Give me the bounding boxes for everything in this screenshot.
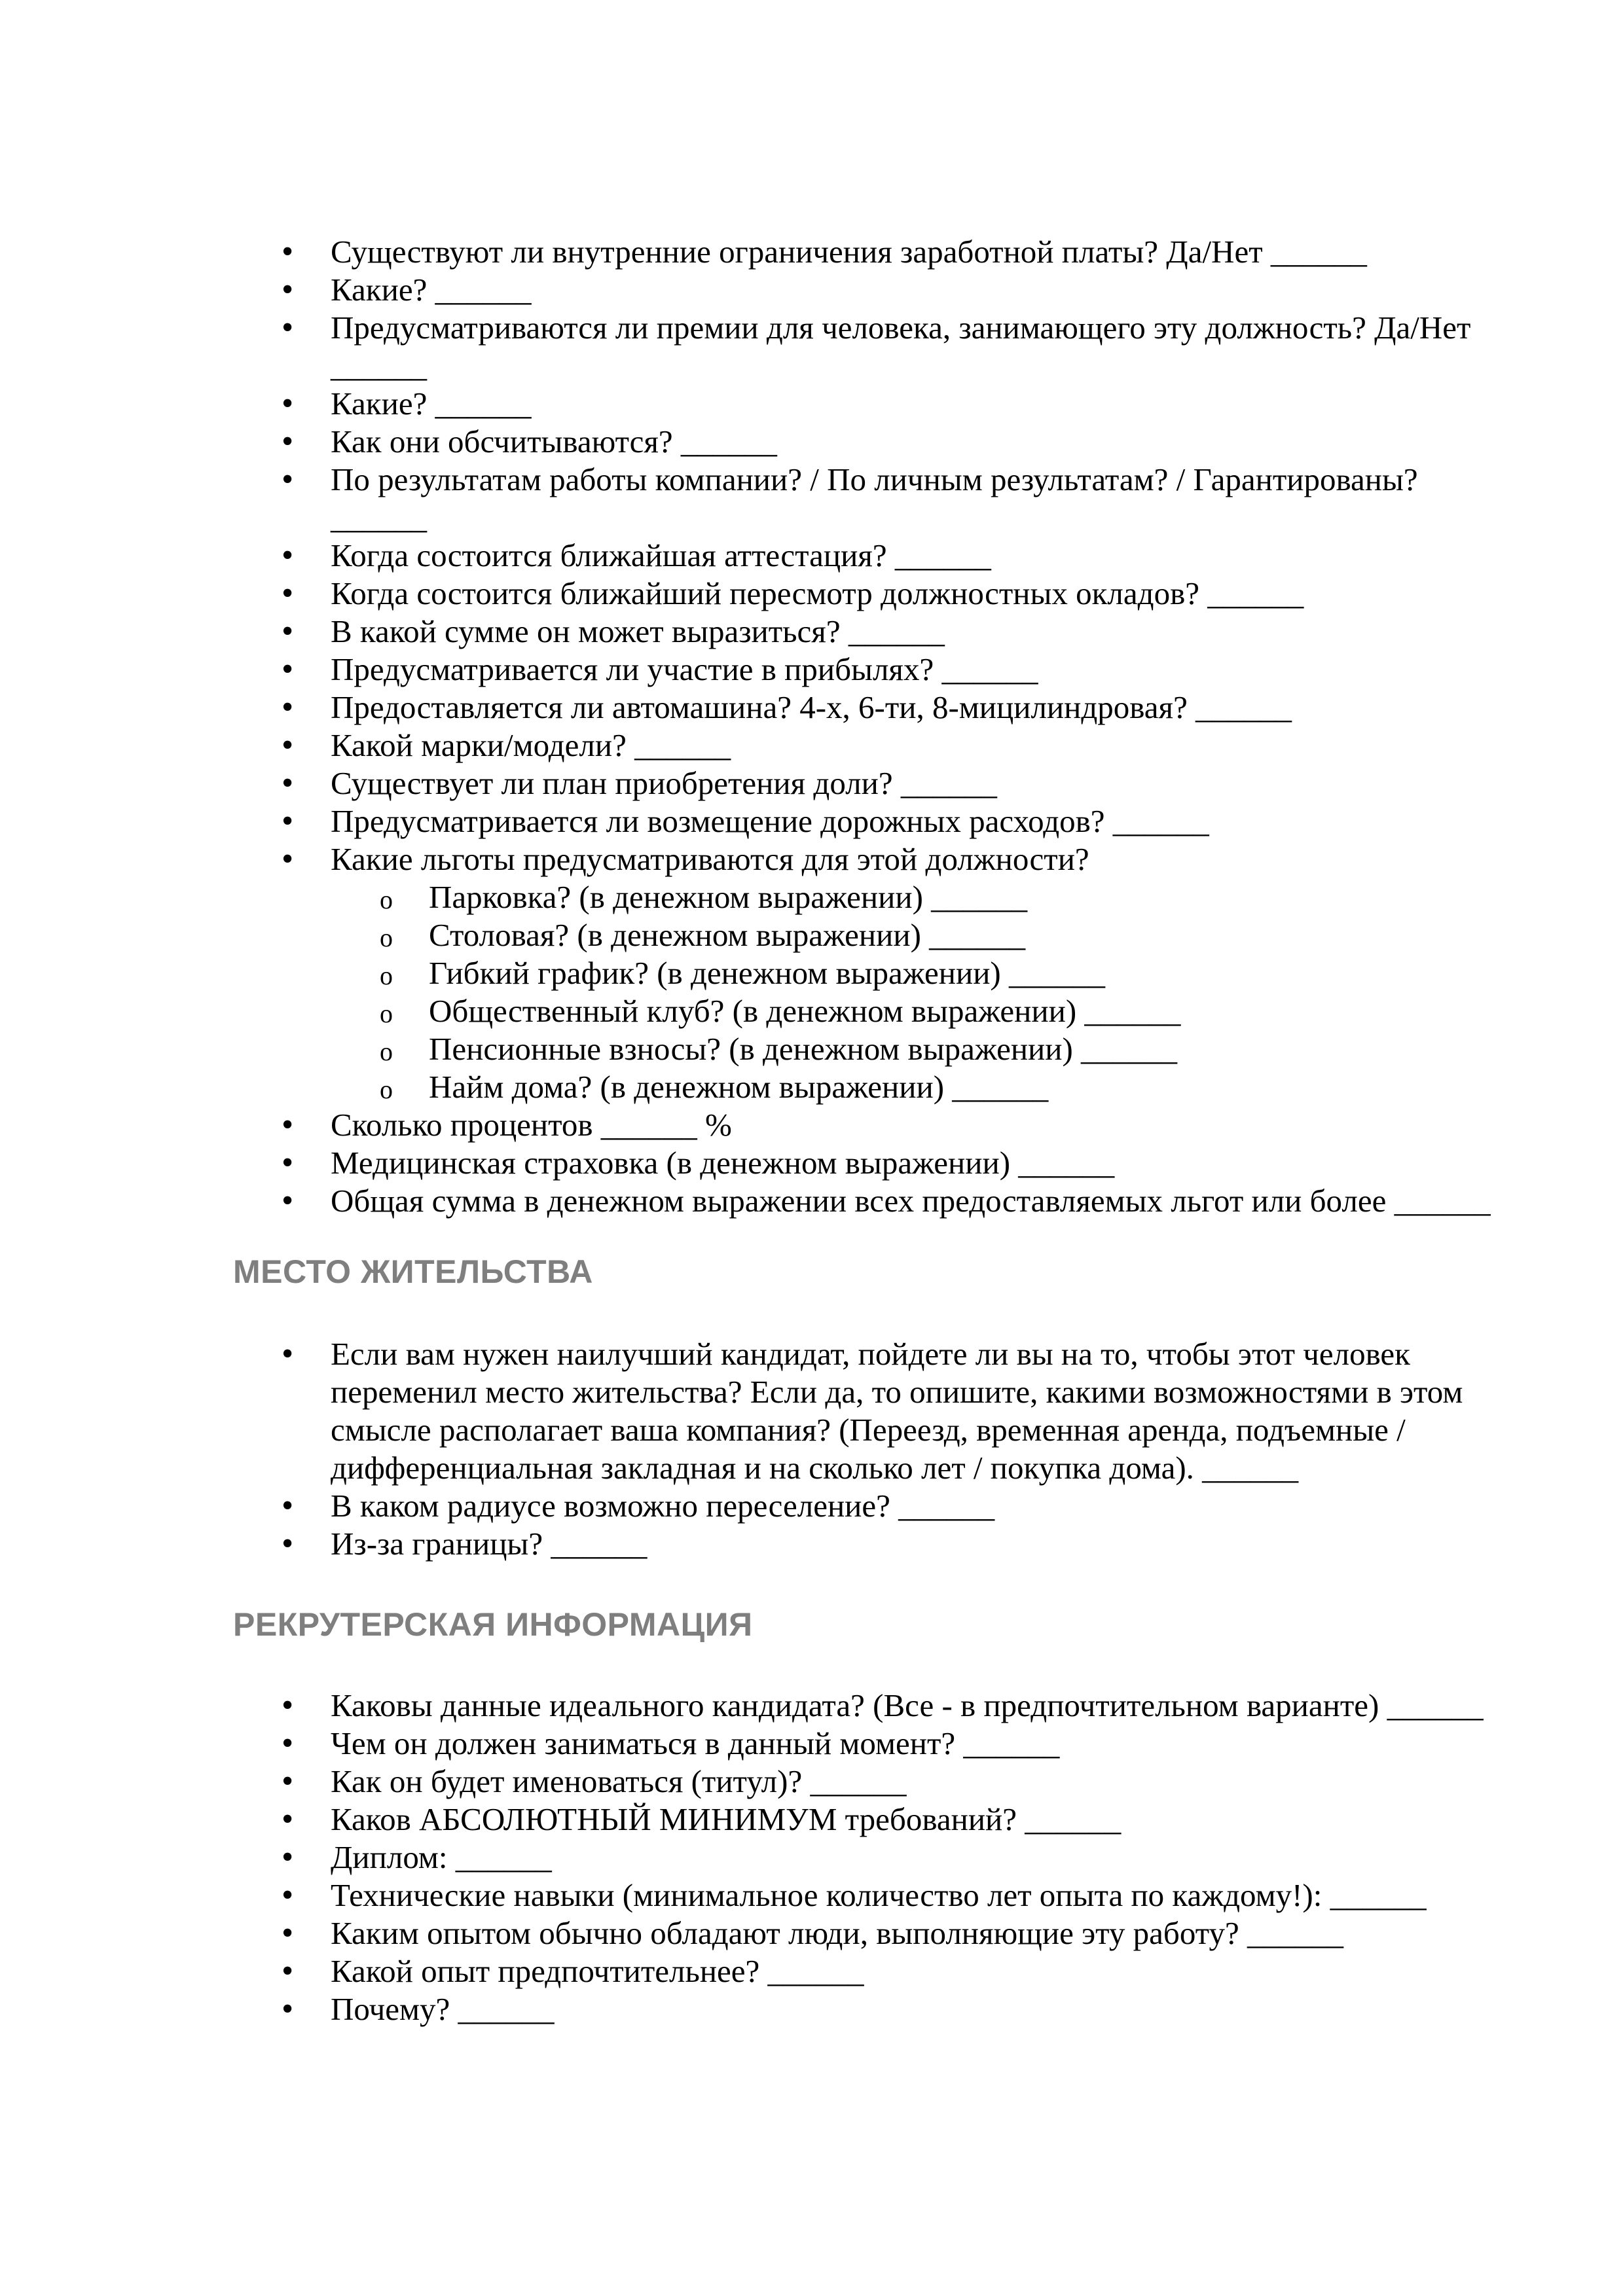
- section-heading-residence: МЕСТО ЖИТЕЛЬСТВА: [233, 1253, 593, 1290]
- recruiter-question-list: [0, 1687, 1623, 2028]
- sub-list-item: o Пенсионные взносы? (в денежном выражении) ______: [0, 1030, 1623, 1068]
- list-item: • Сколько процентов ______ %: [0, 1106, 1623, 1144]
- list-item: • Как он будет именоваться (титул)? ______: [0, 1763, 1623, 1801]
- list-item: • Предусматриваются ли премии для человека, занимающего эту должность? Да/Нет ______: [0, 309, 1623, 385]
- list-item: • Предусматривается ли возмещение дорожных расходов? ______: [0, 802, 1623, 840]
- list-item: • Какие? ______: [0, 385, 1623, 423]
- list-item: • Чем он должен заниматься в данный момент? ______: [0, 1725, 1623, 1763]
- list-item: • Какой опыт предпочтительнее? ______: [0, 1952, 1623, 1990]
- list-item: • Когда состоится ближайшая аттестация? ______: [0, 537, 1623, 575]
- sub-list-item: o Столовая? (в денежном выражении) ______: [0, 916, 1623, 954]
- list-item: • Какие? ______: [0, 271, 1623, 309]
- list-item: • Существуют ли внутренние ограничения заработной платы? Да/Нет ______: [0, 233, 1623, 271]
- list-item: • Предоставляется ли автомашина? 4-х, 6-ти, 8-мицилиндровая? ______: [0, 689, 1623, 726]
- list-item: • Диплом: ______: [0, 1839, 1623, 1876]
- list-item: • Когда состоится ближайший пересмотр должностных окладов? ______: [0, 575, 1623, 613]
- list-item: • Предусматривается ли участие в прибылях? ______: [0, 651, 1623, 689]
- residence-question-list: [0, 1335, 1623, 1563]
- list-item: • Существует ли план приобретения доли? ______: [0, 764, 1623, 802]
- list-item: • Как они обсчитываются? ______: [0, 423, 1623, 461]
- section-heading-recruiter-info: РЕКРУТЕРСКАЯ ИНФОРМАЦИЯ: [233, 1606, 753, 1643]
- list-item: • Каким опытом обычно обладают люди, выполняющие эту работу? ______: [0, 1914, 1623, 1952]
- list-item: • По результатам работы компании? / По личным результатам? / Гарантированы? ______: [0, 461, 1623, 537]
- list-item: • Какой марки/модели? ______: [0, 726, 1623, 764]
- list-item: • Почему? ______: [0, 1990, 1623, 2028]
- list-item: • В какой сумме он может выразиться? ______: [0, 613, 1623, 651]
- list-item: • Каковы данные идеального кандидата? (Все - в предпочтительном варианте) ______: [0, 1687, 1623, 1725]
- sub-list-item: o Парковка? (в денежном выражении) ______: [0, 878, 1623, 916]
- sub-list-item: o Гибкий график? (в денежном выражении) ______: [0, 954, 1623, 992]
- list-item: • Какие льготы предусматриваются для этой должности?: [0, 840, 1623, 878]
- list-item: • Общая сумма в денежном выражении всех предоставляемых льгот или более ______: [0, 1182, 1623, 1220]
- compensation-question-list: [0, 233, 1623, 1220]
- list-item: • Каков АБСОЛЮТНЫЙ МИНИМУМ требований? ______: [0, 1801, 1623, 1839]
- list-item: • Медицинская страховка (в денежном выражении) ______: [0, 1144, 1623, 1182]
- sub-list-item: o Найм дома? (в денежном выражении) ______: [0, 1068, 1623, 1106]
- list-item: • В каком радиусе возможно переселение? ______: [0, 1487, 1623, 1525]
- list-item: • Технические навыки (минимальное количество лет опыта по каждому!): ______: [0, 1876, 1623, 1914]
- list-item: • Если вам нужен наилучший кандидат, пойдете ли вы на то, чтобы этот человек переменил место жительства? Если да, то опишите, какими возможностями в этом смысле располагает ваша компания? (Переезд, временная аренда, подъемные / дифференциальная закладная и на сколько лет / покупка дома). ______: [0, 1335, 1623, 1487]
- list-item: • Из-за границы? ______: [0, 1525, 1623, 1563]
- sub-list-item: o Общественный клуб? (в денежном выражении) ______: [0, 992, 1623, 1030]
